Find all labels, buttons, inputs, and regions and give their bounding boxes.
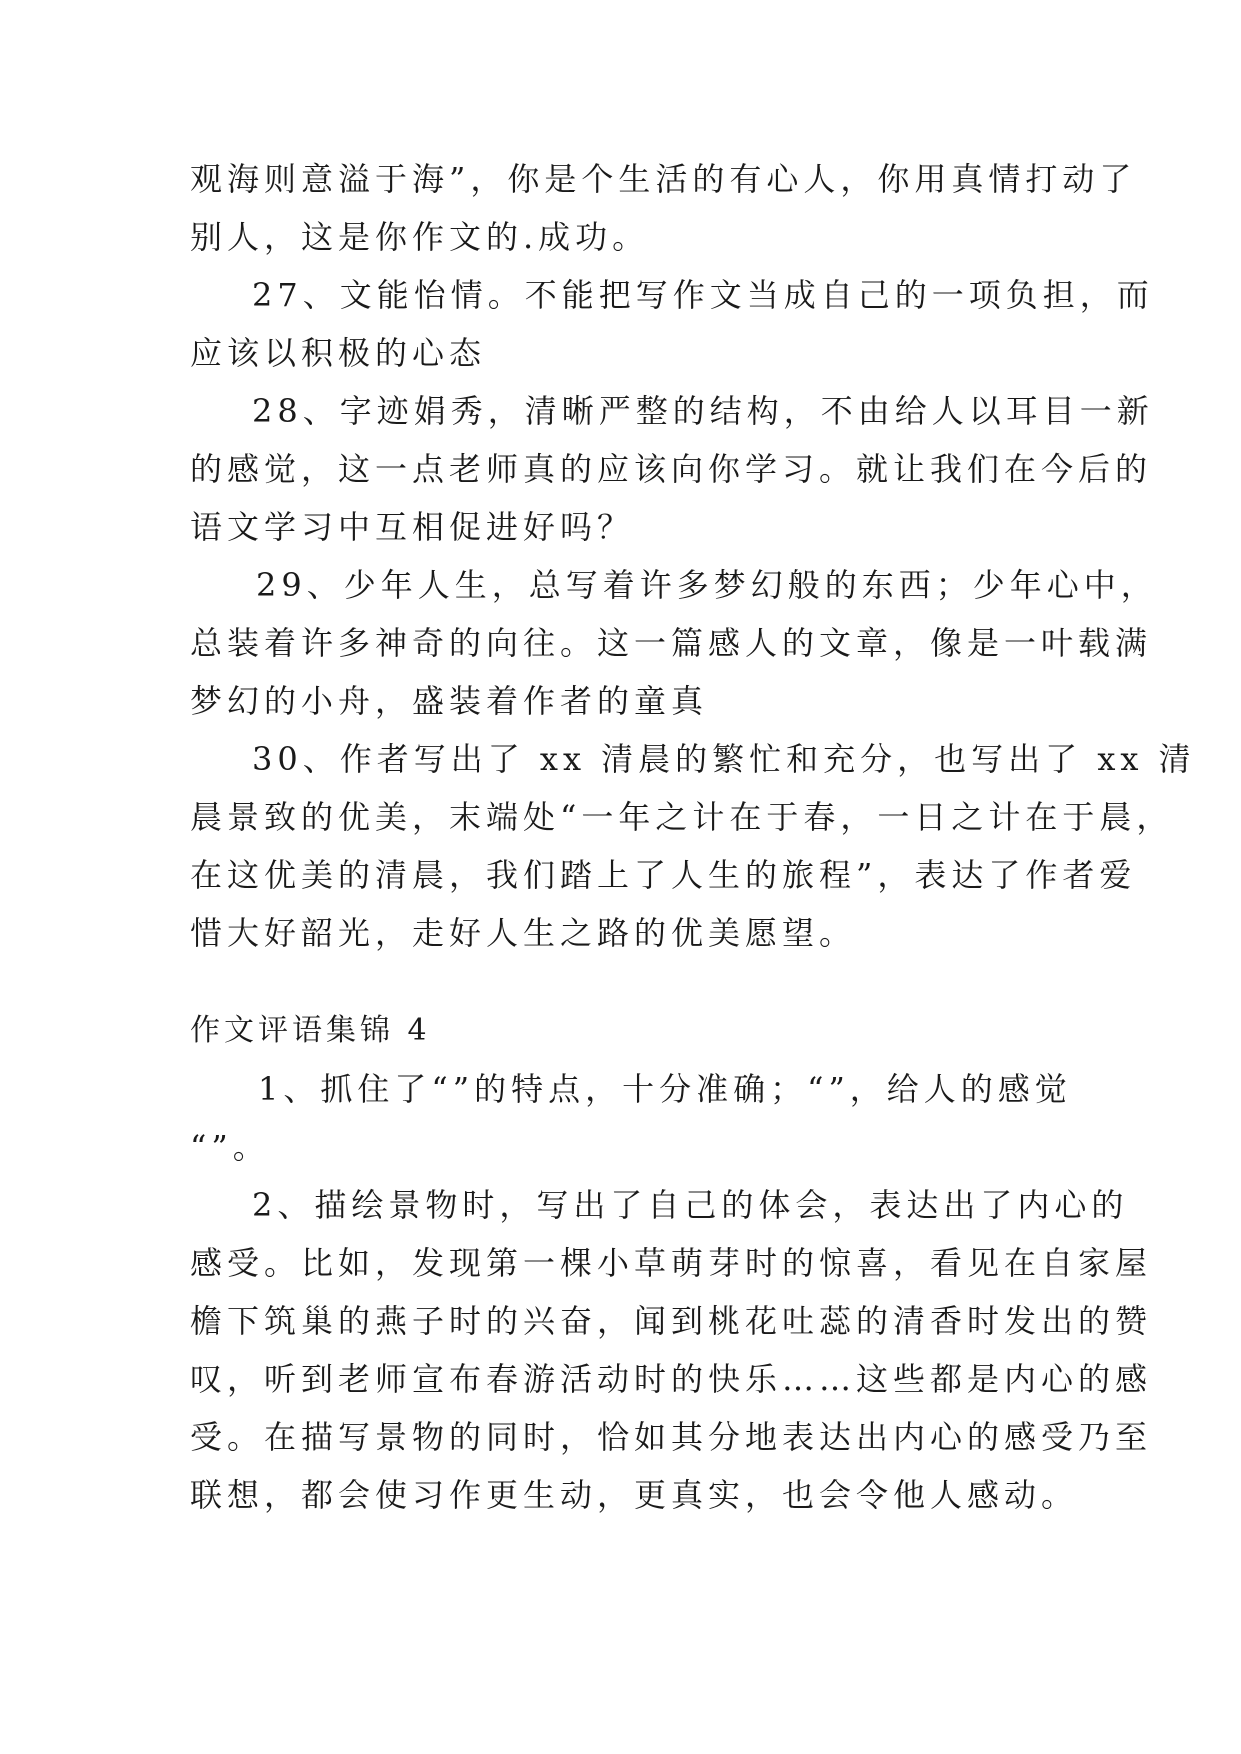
- document-page: [190, 150, 1196, 1524]
- paragraph-line: 联想，都会使习作更生动，更真实，也会令他人感动。: [190, 1476, 1079, 1514]
- comments-section-4: [190, 1002, 1153, 1524]
- paragraph-line: 梦幻的小舟，盛装着作者的童真: [190, 682, 709, 720]
- paragraph-line: 语文学习中互相促进好吗？: [190, 508, 635, 546]
- paragraph-line: 晨景致的优美，末端处“一年之计在于春，一日之计在于晨，: [190, 798, 1174, 836]
- paragraph-line: 28、字迹娟秀，清晰严整的结构，不由给人以耳目一新: [252, 392, 1154, 430]
- paragraph-line: 惜大好韶光，走好人生之路的优美愿望。: [190, 914, 857, 952]
- paragraph-line: 27、文能怡情。不能把写作文当成自己的一项负担，而: [252, 276, 1154, 314]
- paragraph-line: 30、作者写出了 xx 清晨的繁忙和充分，也写出了 xx 清: [252, 740, 1196, 778]
- paragraph-line: 檐下筑巢的燕子时的兴奋，闻到桃花吐蕊的清香时发出的赞: [190, 1302, 1153, 1340]
- section-heading: 作文评语集锦 4: [190, 1013, 431, 1048]
- comments-section-3: [190, 150, 1196, 962]
- paragraph-line: 受。在描写景物的同时，恰如其分地表达出内心的感受乃至: [190, 1418, 1153, 1456]
- paragraph-line: “”。: [190, 1128, 270, 1166]
- paragraph-line: 应该以积极的心态: [190, 334, 487, 372]
- paragraph-line: 感受。比如，发现第一棵小草萌芽时的惊喜，看见在自家屋: [190, 1244, 1153, 1282]
- paragraph-line: 观海则意溢于海”，你是个生活的有心人，你用真情打动了: [190, 160, 1137, 198]
- paragraph-line: 2、描绘景物时，写出了自己的体会，表达出了内心的: [252, 1186, 1129, 1224]
- paragraph-line: 1、抓住了“”的特点，十分准确；“”，给人的感觉: [258, 1070, 1072, 1108]
- paragraph-line: 总装着许多神奇的向往。这一篇感人的文章，像是一叶载满: [190, 624, 1153, 662]
- paragraph-line: 29、少年人生，总写着许多梦幻般的东西；少年心中，: [256, 566, 1158, 604]
- paragraph-line: 在这优美的清晨，我们踏上了人生的旅程”，表达了作者爱: [190, 856, 1137, 894]
- paragraph-line: 的感觉，这一点老师真的应该向你学习。就让我们在今后的: [190, 450, 1153, 488]
- section-spacer: [190, 962, 1050, 1002]
- paragraph-line: 别人，这是你作文的.成功。: [190, 218, 650, 256]
- paragraph-line: 叹，听到老师宣布春游活动时的快乐……这些都是内心的感: [190, 1360, 1153, 1398]
